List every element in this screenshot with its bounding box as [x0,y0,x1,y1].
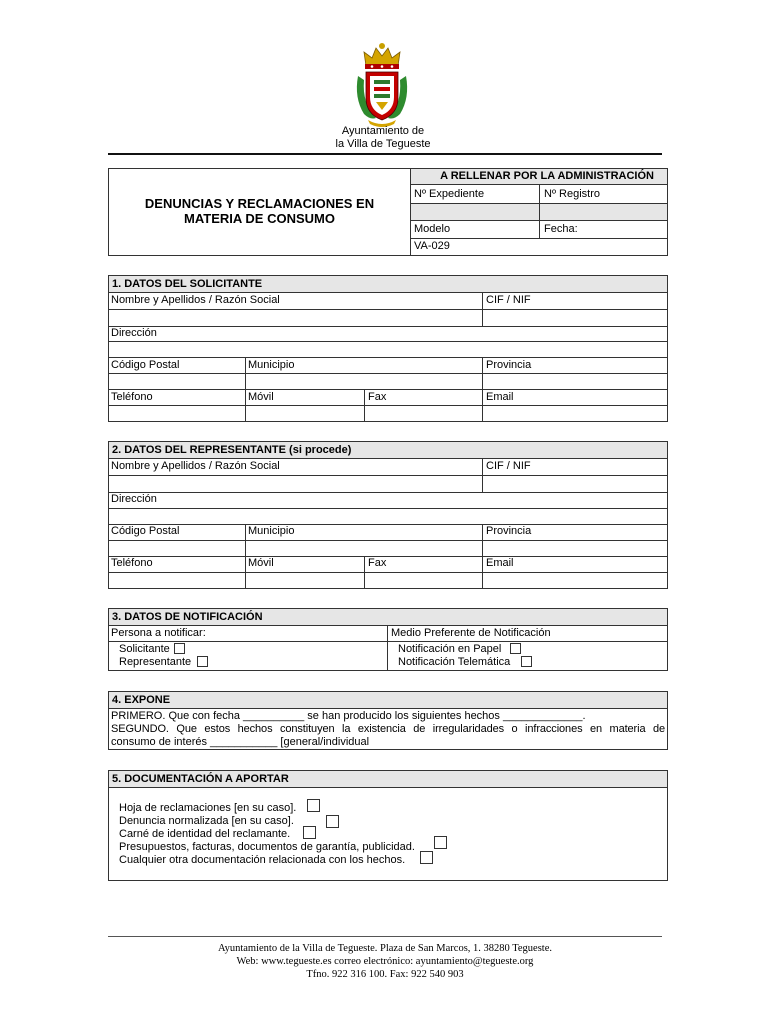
doc-carne-checkbox[interactable] [303,826,316,839]
telefono-label: Teléfono [111,391,153,403]
rep-cp-input[interactable] [109,541,245,555]
direccion-input[interactable] [109,342,667,356]
rep-provincia-input[interactable] [483,541,667,555]
telefono-input[interactable] [109,406,245,421]
rep-nombre-label: Nombre y Apellidos / Razón Social [111,460,280,472]
provincia-label: Provincia [486,359,532,371]
solicitante-label: Solicitante [119,643,170,655]
header-rule [108,153,662,155]
expone-interes: consumo de interés ___________ [general/individual [111,736,370,748]
rep-cp-label: Código Postal [111,525,180,537]
doc-item-presupuestos: Presupuestos, facturas, documentos de garantía, publicidad. [119,841,415,853]
rep-cif-input[interactable] [483,476,667,491]
doc-item-carne: Carné de identidad del reclamante. [119,828,291,840]
rep-movil-label: Móvil [248,557,274,569]
rep-movil-input[interactable] [246,573,364,588]
municipio-input[interactable] [246,374,482,388]
rep-municipio-label: Municipio [248,525,295,537]
doc-hoja-checkbox[interactable] [307,799,320,812]
doc-item-denuncia: Denuncia normalizada [en su caso]. [119,815,294,827]
doc-presupuestos-checkbox[interactable] [434,836,447,849]
rep-direccion-label: Dirección [111,493,157,505]
direccion-label: Dirección [111,327,157,339]
expone-primero: PRIMERO. Que con fecha __________ se han producido los siguientes hechos _____________. [111,710,586,722]
solicitante-checkbox[interactable] [174,643,185,654]
rep-cif-label: CIF / NIF [486,460,531,472]
section1-heading: 1. DATOS DEL SOLICITANTE [112,278,263,290]
nombre-label: Nombre y Apellidos / Razón Social [111,294,280,306]
rep-municipio-input[interactable] [246,541,482,555]
representante-checkbox[interactable] [197,656,208,667]
section2-heading: 2. DATOS DEL REPRESENTANTE (si procede) [112,444,352,456]
section3-heading: 3. DATOS DE NOTIFICACIÓN [112,611,263,623]
rep-email-input[interactable] [483,573,667,588]
expone-segundo: SEGUNDO. Que estos hechos constituyen la existencia de irregularidades o infracciones en materia de [111,723,665,735]
modelo-value: VA-029 [414,240,450,252]
section4-heading: 4. EXPONE [112,694,171,706]
telematica-label: Notificación Telemática [398,656,511,668]
rep-direccion-input[interactable] [109,509,667,523]
cif-input[interactable] [483,310,667,325]
footer-web: Web: www.tegueste.es correo electrónico: ayuntamiento@tegueste.org [236,956,534,967]
papel-checkbox[interactable] [510,643,521,654]
cif-label: CIF / NIF [486,294,531,306]
provincia-input[interactable] [483,374,667,388]
representante-label: Representante [119,656,192,668]
municipio-label: Municipio [248,359,295,371]
rep-telefono-label: Teléfono [111,557,153,569]
doc-item-hoja: Hoja de reclamaciones [en su caso]. [119,802,297,814]
rep-fax-label: Fax [368,557,387,569]
modelo-label: Modelo [414,223,451,235]
fax-label: Fax [368,391,387,403]
rep-fax-input[interactable] [365,573,482,588]
email-label: Email [486,391,514,403]
expediente-label: Nº Expediente [414,188,485,200]
rep-nombre-input[interactable] [109,476,482,491]
section5-heading: 5. DOCUMENTACIÓN A APORTAR [112,773,289,785]
form-title: DENUNCIAS Y RECLAMACIONES EN MATERIA DE CONSUMO [144,196,375,226]
footer-address: Ayuntamiento de la Villa de Tegueste. Plaza de San Marcos, 1. 38280 Tegueste. [217,943,553,954]
movil-label: Móvil [248,391,274,403]
telematica-checkbox[interactable] [521,656,532,667]
cp-label: Código Postal [111,359,180,371]
rep-email-label: Email [486,557,514,569]
nombre-input[interactable] [109,310,482,325]
admin-heading: A RELLENAR POR LA ADMINISTRACIÓN [440,170,654,182]
municipality-name: Ayuntamiento de la Villa de Tegueste [335,125,431,150]
movil-input[interactable] [246,406,364,421]
footer-phone: Tfno. 922 316 100. Fax: 922 540 903 [306,969,464,980]
email-input[interactable] [483,406,667,421]
registro-label: Nº Registro [544,188,600,200]
medio-label: Medio Preferente de Notificación [391,627,551,639]
rep-telefono-input[interactable] [109,573,245,588]
doc-otra-checkbox[interactable] [420,851,433,864]
fecha-label: Fecha: [544,223,578,235]
fax-input[interactable] [365,406,482,421]
cp-input[interactable] [109,374,245,388]
crest-icon [352,40,412,128]
doc-item-otra: Cualquier otra documentación relacionada con los hechos. [119,854,406,866]
footer-rule [108,936,662,937]
doc-denuncia-checkbox[interactable] [326,815,339,828]
rep-provincia-label: Provincia [486,525,532,537]
papel-label: Notificación en Papel [398,643,502,655]
footer [108,942,662,981]
persona-label: Persona a notificar: [111,627,206,639]
